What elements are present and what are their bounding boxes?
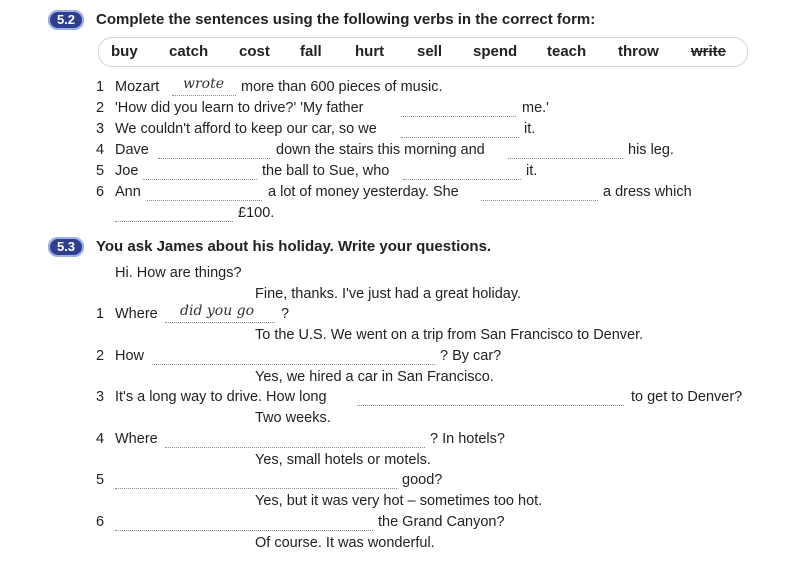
verb-option: spend bbox=[473, 43, 518, 60]
verb-option: sell bbox=[417, 43, 443, 60]
answer-blank[interactable] bbox=[508, 158, 623, 159]
sentence-text: a dress which bbox=[603, 184, 692, 200]
answer-blank[interactable] bbox=[115, 221, 233, 222]
item-number: 5 bbox=[96, 163, 105, 179]
verb-option: buy bbox=[111, 43, 138, 60]
item-number: 1 bbox=[96, 79, 105, 95]
sentence-text: his leg. bbox=[628, 142, 674, 158]
answer-blank[interactable] bbox=[158, 158, 270, 159]
reply-line: Of course. It was wonderful. bbox=[255, 535, 435, 551]
question-text: How bbox=[115, 348, 145, 364]
answer-blank[interactable] bbox=[152, 364, 435, 365]
verb-option: cost bbox=[239, 43, 270, 60]
reply-line: Yes, small hotels or motels. bbox=[255, 452, 431, 468]
reply-line: Fine, thanks. I've just had a great holiday. bbox=[255, 286, 522, 302]
question-text: to get to Denver? bbox=[631, 389, 743, 405]
question-text: ? bbox=[281, 306, 290, 322]
answer-blank[interactable] bbox=[401, 116, 516, 117]
reply-line: Yes, but it was very hot – sometimes too hot. bbox=[255, 493, 543, 509]
sentence-text: me.' bbox=[522, 100, 549, 116]
verb-option: throw bbox=[618, 43, 659, 60]
handwritten-answer: wrote bbox=[183, 76, 225, 92]
item-number: 6 bbox=[96, 514, 105, 530]
verb-option-used: write bbox=[691, 43, 727, 60]
verb-option: catch bbox=[169, 43, 209, 60]
item-number: 3 bbox=[96, 389, 105, 405]
question-text: It's a long way to drive. How long bbox=[115, 389, 327, 405]
answer-blank[interactable] bbox=[172, 95, 236, 96]
answer-blank[interactable] bbox=[147, 200, 262, 201]
reply-line: Yes, we hired a car in San Francisco. bbox=[255, 369, 494, 385]
sentence-text: Dave bbox=[115, 142, 149, 158]
verb-option: fall bbox=[300, 43, 322, 60]
answer-blank[interactable] bbox=[481, 200, 598, 201]
sentence-text: We couldn't afford to keep our car, so we bbox=[115, 121, 377, 137]
sentence-text: down the stairs this morning and bbox=[276, 142, 485, 158]
answer-blank[interactable] bbox=[115, 530, 373, 531]
question-text: the Grand Canyon? bbox=[378, 514, 505, 530]
item-number: 3 bbox=[96, 121, 105, 137]
question-text: good? bbox=[402, 472, 443, 488]
reply-line: Two weeks. bbox=[255, 410, 331, 426]
item-number: 2 bbox=[96, 100, 105, 116]
answer-blank[interactable] bbox=[165, 447, 425, 448]
verb-option: teach bbox=[547, 43, 587, 60]
sentence-text: the ball to Sue, who bbox=[262, 163, 390, 179]
item-number: 5 bbox=[96, 472, 105, 488]
handwritten-answer: did you go bbox=[180, 303, 255, 319]
exercise-number-badge: 5.3 bbox=[48, 237, 84, 257]
item-number: 2 bbox=[96, 348, 105, 364]
item-number: 4 bbox=[96, 431, 105, 447]
item-number: 4 bbox=[96, 142, 105, 158]
sentence-text: Mozart bbox=[115, 79, 160, 95]
answer-blank[interactable] bbox=[403, 179, 521, 180]
reply-line: To the U.S. We went on a trip from San Francisco to Denver. bbox=[255, 327, 644, 343]
exercise-instruction: You ask James about his holiday. Write your questions. bbox=[96, 238, 492, 255]
sentence-text: £100. bbox=[238, 205, 275, 221]
verb-option: hurt bbox=[355, 43, 385, 60]
answer-blank[interactable] bbox=[115, 488, 397, 489]
verb-box bbox=[98, 37, 748, 67]
answer-blank[interactable] bbox=[357, 405, 624, 406]
question-text: ? In hotels? bbox=[430, 431, 505, 447]
answer-blank[interactable] bbox=[401, 137, 519, 138]
sentence-text: Ann bbox=[115, 184, 141, 200]
question-text: ? By car? bbox=[440, 348, 502, 364]
exercise-instruction: Complete the sentences using the following verbs in the correct form: bbox=[96, 11, 596, 28]
item-number: 6 bbox=[96, 184, 105, 200]
sentence-text: it. bbox=[526, 163, 538, 179]
sentence-text: Joe bbox=[115, 163, 139, 179]
exercise-number-badge: 5.2 bbox=[48, 10, 84, 30]
item-number: 1 bbox=[96, 306, 105, 322]
sentence-text: it. bbox=[524, 121, 536, 137]
sentence-text: 'How did you learn to drive?' 'My father bbox=[115, 100, 364, 116]
answer-blank[interactable] bbox=[165, 322, 275, 323]
sentence-text: a lot of money yesterday. She bbox=[268, 184, 459, 200]
answer-blank[interactable] bbox=[143, 179, 257, 180]
question-text: Where bbox=[115, 306, 158, 322]
question-text: Where bbox=[115, 431, 158, 447]
sentence-text: more than 600 pieces of music. bbox=[241, 79, 443, 95]
dialogue-line: Hi. How are things? bbox=[115, 265, 242, 281]
